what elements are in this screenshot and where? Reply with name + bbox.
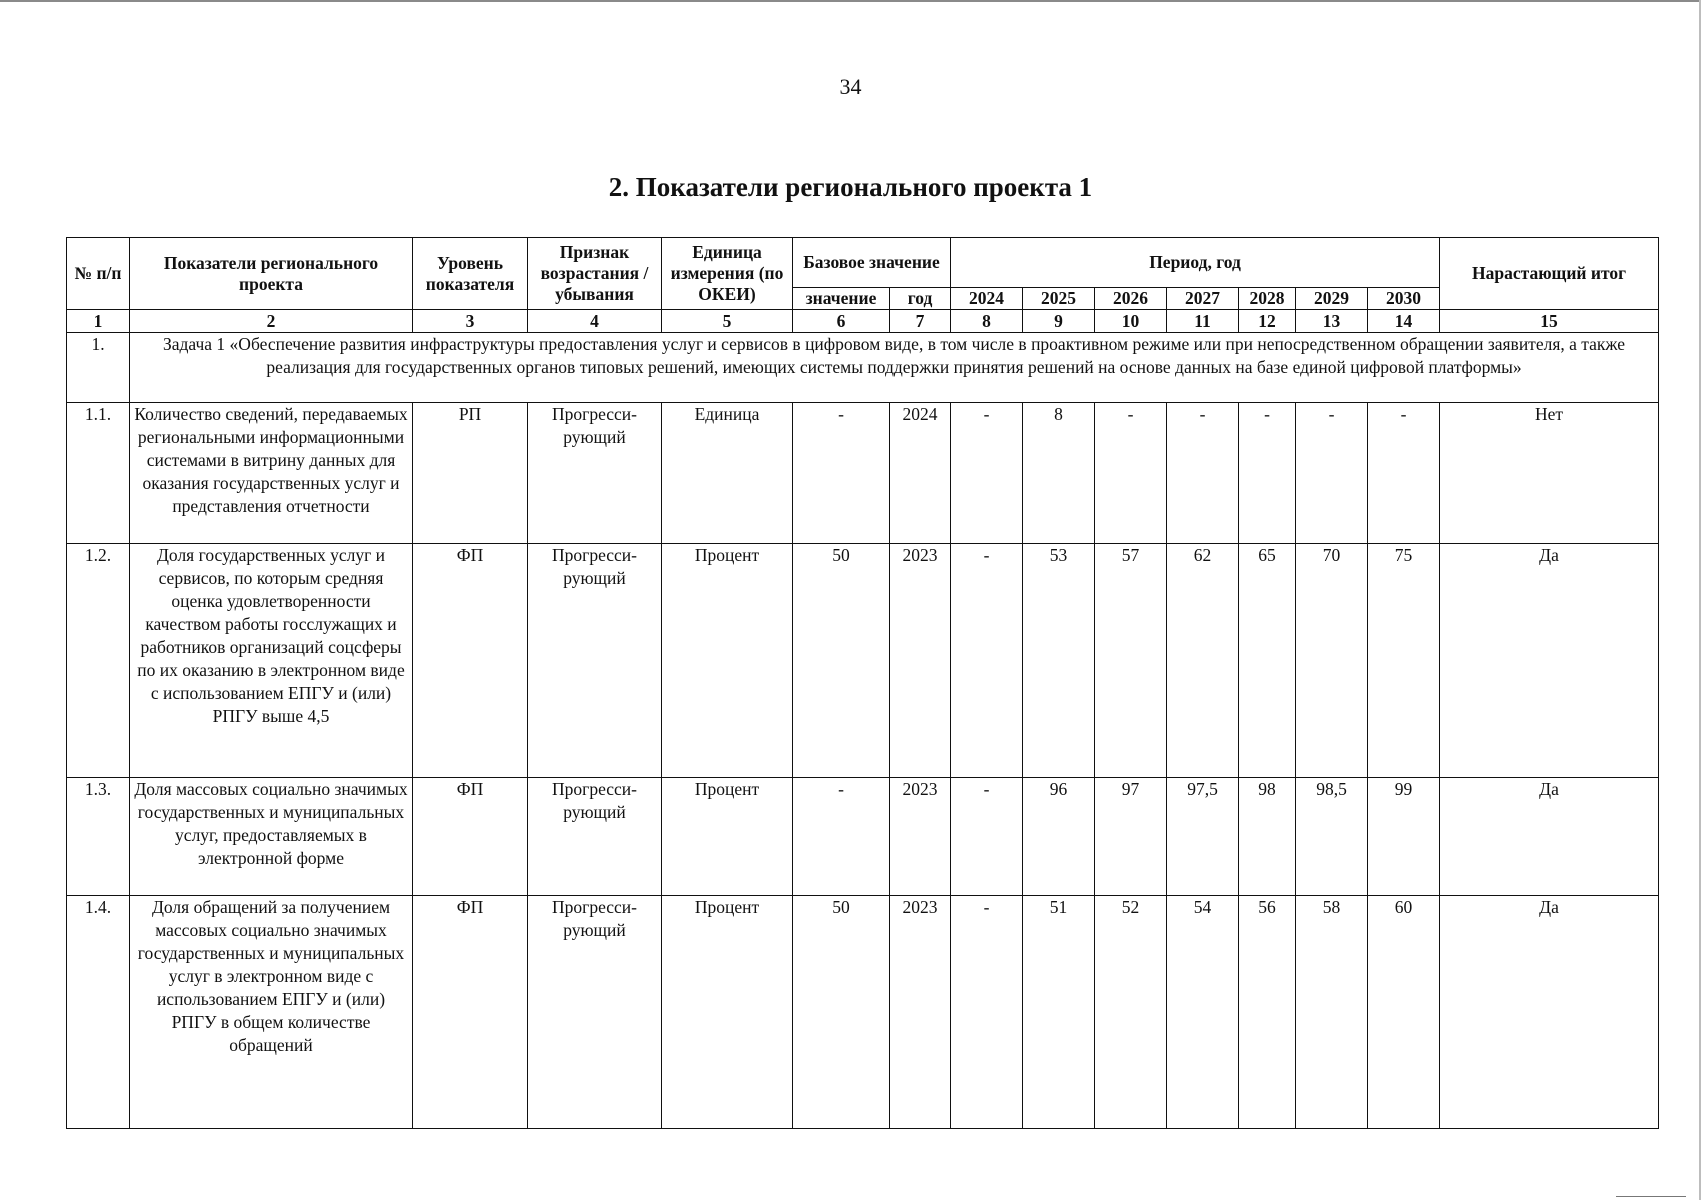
year-value: - (951, 403, 1023, 544)
indicator-name: Доля обращений за получением массовых социально значимых государственных и муниципальных услуг в электронном виде с использованием ЕПГУ и (или) РПГУ в общем количестве обращений (130, 896, 413, 1129)
indicator-unit: Процент (662, 778, 793, 896)
column-number: 7 (890, 310, 951, 333)
year-value: - (1239, 403, 1296, 544)
header-year: 2025 (1023, 288, 1095, 310)
row-number: 1.3. (67, 778, 130, 896)
header-cumulative: Нарастающий итог (1440, 238, 1659, 310)
header-base-value: значение (793, 288, 890, 310)
header-trend: Признак возрастания / убывания (528, 238, 662, 310)
table-row (67, 778, 1659, 896)
base-year: 2023 (890, 544, 951, 778)
column-number: 11 (1167, 310, 1239, 333)
header-year: 2029 (1296, 288, 1368, 310)
year-value: 75 (1368, 544, 1440, 778)
header-year: 2028 (1239, 288, 1296, 310)
indicator-name: Доля государственных услуг и сервисов, по которым средняя оценка удовлетворенности качеством работы госслужащих и работников организаций соцсферы по их оказанию в электронном виде с использованием ЕПГУ и (или) РПГУ выше 4,5 (130, 544, 413, 778)
year-value: 99 (1368, 778, 1440, 896)
base-value: - (793, 403, 890, 544)
year-value: 57 (1095, 544, 1167, 778)
base-value: - (793, 778, 890, 896)
year-value: - (951, 778, 1023, 896)
column-number: 6 (793, 310, 890, 333)
header-indicator: Показатели регионального проекта (130, 238, 413, 310)
row-number: 1.2. (67, 544, 130, 778)
indicators-table (66, 237, 1659, 1129)
base-year: 2023 (890, 778, 951, 896)
year-value: 53 (1023, 544, 1095, 778)
task-row (67, 333, 1659, 403)
year-value: 52 (1095, 896, 1167, 1129)
indicator-unit: Процент (662, 896, 793, 1129)
base-value: 50 (793, 896, 890, 1129)
cumulative-value: Нет (1440, 403, 1659, 544)
indicator-name: Количество сведений, передаваемых региональными информационными системами в витрину данных для оказания государственных услуг и представления отчетности (130, 403, 413, 544)
task-text: Задача 1 «Обеспечение развития инфраструктуры предоставления услуг и сервисов в цифровом виде, в том числе в проактивном режиме или при непосредственном обращении заявителя, а также реализация для государственных органов типовых решений, имеющих системы поддержки принятия решений на основе данных на базе единой цифровой платформы» (130, 333, 1659, 403)
column-number: 9 (1023, 310, 1095, 333)
year-value: 8 (1023, 403, 1095, 544)
indicator-trend: Прогресси-рующий (528, 544, 662, 778)
scan-mark (1616, 1196, 1686, 1197)
indicator-level: РП (413, 403, 528, 544)
year-value: - (951, 544, 1023, 778)
column-number: 13 (1296, 310, 1368, 333)
table-row (67, 544, 1659, 778)
column-number: 2 (130, 310, 413, 333)
column-number: 1 (67, 310, 130, 333)
row-number: 1.1. (67, 403, 130, 544)
header-year: 2024 (951, 288, 1023, 310)
column-number: 15 (1440, 310, 1659, 333)
indicator-level: ФП (413, 896, 528, 1129)
year-value: 97,5 (1167, 778, 1239, 896)
year-value: 60 (1368, 896, 1440, 1129)
indicator-trend: Прогресси-рующий (528, 778, 662, 896)
year-value: 98 (1239, 778, 1296, 896)
year-value: - (1095, 403, 1167, 544)
year-value: 98,5 (1296, 778, 1368, 896)
header-unit: Единица измерения (по ОКЕИ) (662, 238, 793, 310)
header-period: Период, год (951, 238, 1440, 288)
year-value: 70 (1296, 544, 1368, 778)
column-number: 4 (528, 310, 662, 333)
indicator-trend: Прогресси-рующий (528, 896, 662, 1129)
base-year: 2023 (890, 896, 951, 1129)
year-value: 62 (1167, 544, 1239, 778)
page-number: 34 (839, 74, 862, 99)
row-number: 1.4. (67, 896, 130, 1129)
indicator-level: ФП (413, 544, 528, 778)
task-number: 1. (67, 333, 130, 403)
column-number: 12 (1239, 310, 1296, 333)
cumulative-value: Да (1440, 544, 1659, 778)
column-number: 8 (951, 310, 1023, 333)
header-base: Базовое значение (793, 238, 951, 288)
year-value: 97 (1095, 778, 1167, 896)
cumulative-value: Да (1440, 896, 1659, 1129)
base-value: 50 (793, 544, 890, 778)
header-level: Уровень показателя (413, 238, 528, 310)
indicator-name: Доля массовых социально значимых государственных и муниципальных услуг, предоставляемых в электронной форме (130, 778, 413, 896)
column-number: 3 (413, 310, 528, 333)
year-value: 58 (1296, 896, 1368, 1129)
indicator-level: ФП (413, 778, 528, 896)
cumulative-value: Да (1440, 778, 1659, 896)
header-base-year: год (890, 288, 951, 310)
scan-border-top (0, 0, 1701, 2)
header-no: № п/п (67, 238, 130, 310)
indicator-trend: Прогресси-рующий (528, 403, 662, 544)
header-year: 2026 (1095, 288, 1167, 310)
year-value: - (1296, 403, 1368, 544)
year-value: - (1368, 403, 1440, 544)
year-value: 51 (1023, 896, 1095, 1129)
column-number: 5 (662, 310, 793, 333)
year-value: 96 (1023, 778, 1095, 896)
year-value: 65 (1239, 544, 1296, 778)
base-year: 2024 (890, 403, 951, 544)
header-year: 2027 (1167, 288, 1239, 310)
column-number: 10 (1095, 310, 1167, 333)
header-year: 2030 (1368, 288, 1440, 310)
column-number: 14 (1368, 310, 1440, 333)
year-value: 54 (1167, 896, 1239, 1129)
table-row (67, 403, 1659, 544)
year-value: - (1167, 403, 1239, 544)
page-title: 2. Показатели регионального проекта 1 (608, 172, 1093, 202)
year-value: - (951, 896, 1023, 1129)
indicator-unit: Процент (662, 544, 793, 778)
table-row (67, 896, 1659, 1129)
indicator-unit: Единица (662, 403, 793, 544)
year-value: 56 (1239, 896, 1296, 1129)
